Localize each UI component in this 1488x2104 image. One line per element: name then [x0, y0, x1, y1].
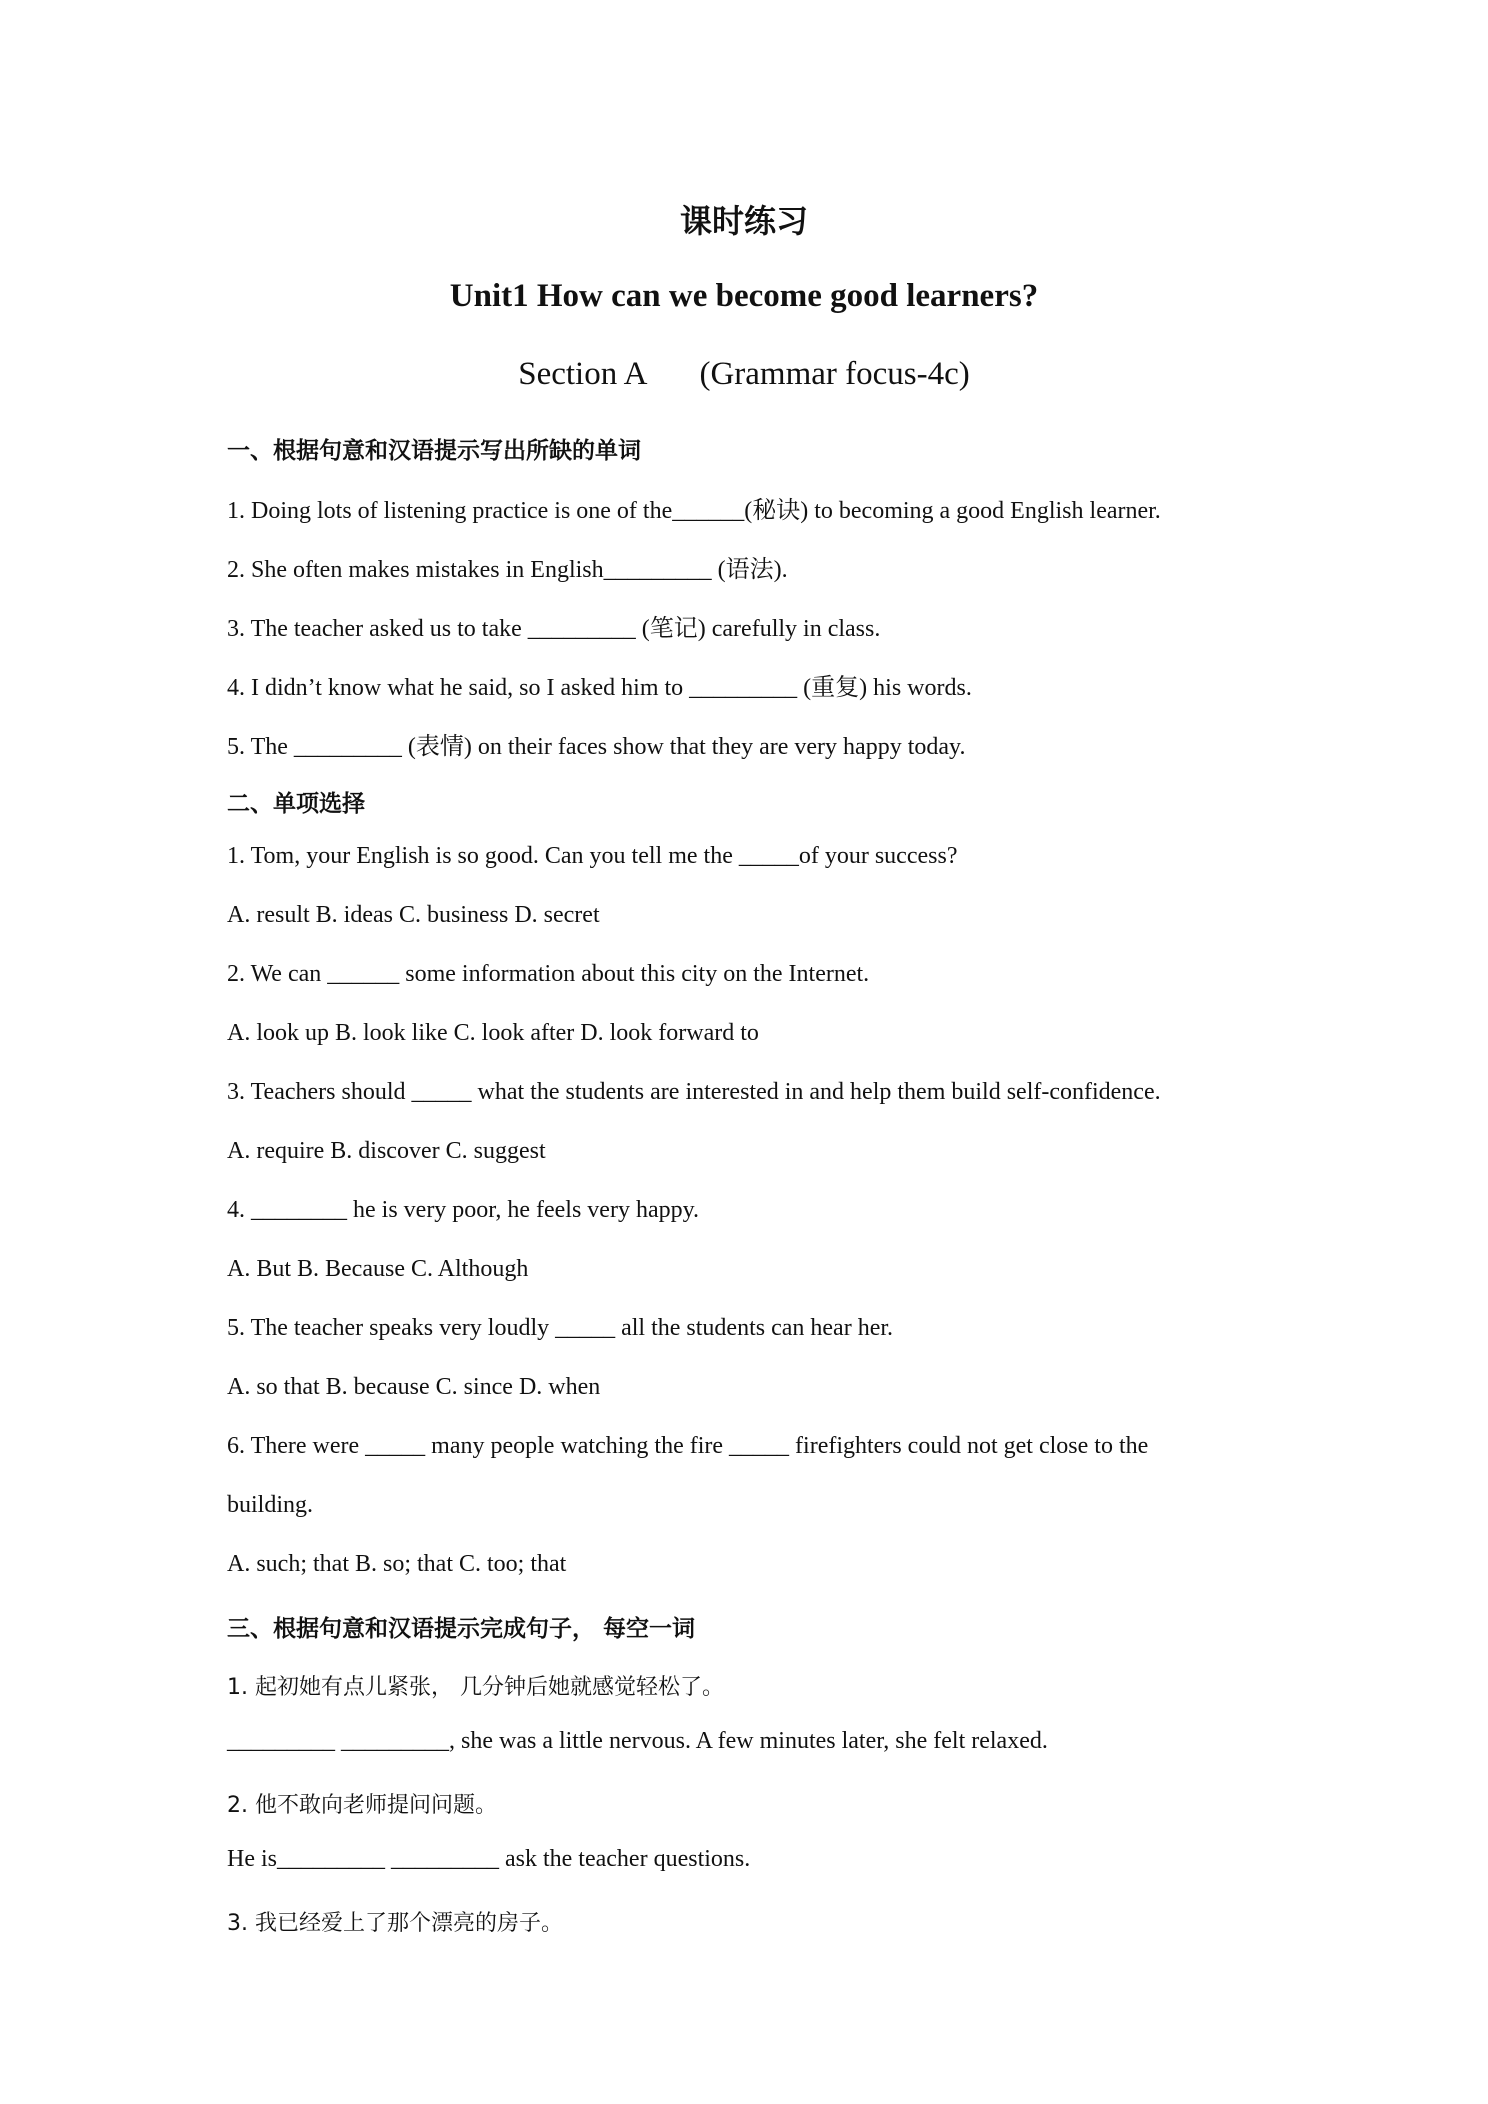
part2-line: A. such; that B. so; that C. too; that [227, 1551, 567, 1577]
part3-line: He is_________ _________ ask the teacher questions. [227, 1846, 751, 1872]
part1-item: 3. The teacher asked us to take _________ (笔记) carefully in class. [227, 616, 881, 642]
part1-item: 4. I didn’t know what he said, so I asked him to _________ (重复) his words. [227, 675, 972, 701]
part3-line: 2. 他不敢向老师提问问题。 [227, 1793, 497, 1818]
part1-item: 2. She often makes mistakes in English_________ (语法). [227, 557, 788, 583]
part2-line: 1. Tom, your English is so good. Can you tell me the _____of your success? [227, 843, 958, 869]
part1-heading: 一、根据句意和汉语提示写出所缺的单词 [227, 438, 641, 464]
part2-line: 3. Teachers should _____ what the students are interested in and help them build self-confidence. [227, 1079, 1161, 1105]
part2-line: 6. There were _____ many people watching the fire _____ firefighters could not get close to the [227, 1433, 1149, 1459]
section-label: Section A [518, 356, 648, 392]
part3-line: 3. 我已经爱上了那个漂亮的房子。 [227, 1911, 563, 1936]
part2-line: 4. ________ he is very poor, he feels very happy. [227, 1197, 700, 1223]
part2-line: building. [227, 1492, 314, 1518]
part3-heading: 三、根据句意和汉语提示完成句子， 每空一词 [227, 1616, 696, 1642]
section-subtitle [0, 356, 1488, 393]
part2-line: A. But B. Because C. Although [227, 1256, 529, 1282]
part2-line: A. result B. ideas C. business D. secret [227, 902, 600, 928]
part1-item: 1. Doing lots of listening practice is one of the______(秘诀) to becoming a good English learner. [227, 498, 1161, 524]
part3-line: _________ _________, she was a little nervous. A few minutes later, she felt relaxed. [227, 1728, 1048, 1754]
focus-label: (Grammar focus-4c) [699, 356, 970, 392]
part2-line: 2. We can ______ some information about this city on the Internet. [227, 961, 870, 987]
part3-line: 1. 起初她有点儿紧张， 几分钟后她就感觉轻松了。 [227, 1675, 724, 1700]
page-title-cn: 课时练习 [679, 202, 808, 240]
part2-line: A. look up B. look like C. look after D. look forward to [227, 1020, 759, 1046]
part2-line: 5. The teacher speaks very loudly _____ all the students can hear her. [227, 1315, 894, 1341]
part2-heading: 二、单项选择 [227, 791, 365, 817]
part2-line: A. require B. discover C. suggest [227, 1138, 546, 1164]
part2-line: A. so that B. because C. since D. when [227, 1374, 601, 1400]
page-title-en: Unit1 How can we become good learners? [449, 278, 1039, 314]
part1-item: 5. The _________ (表情) on their faces show that they are very happy today. [227, 734, 966, 760]
